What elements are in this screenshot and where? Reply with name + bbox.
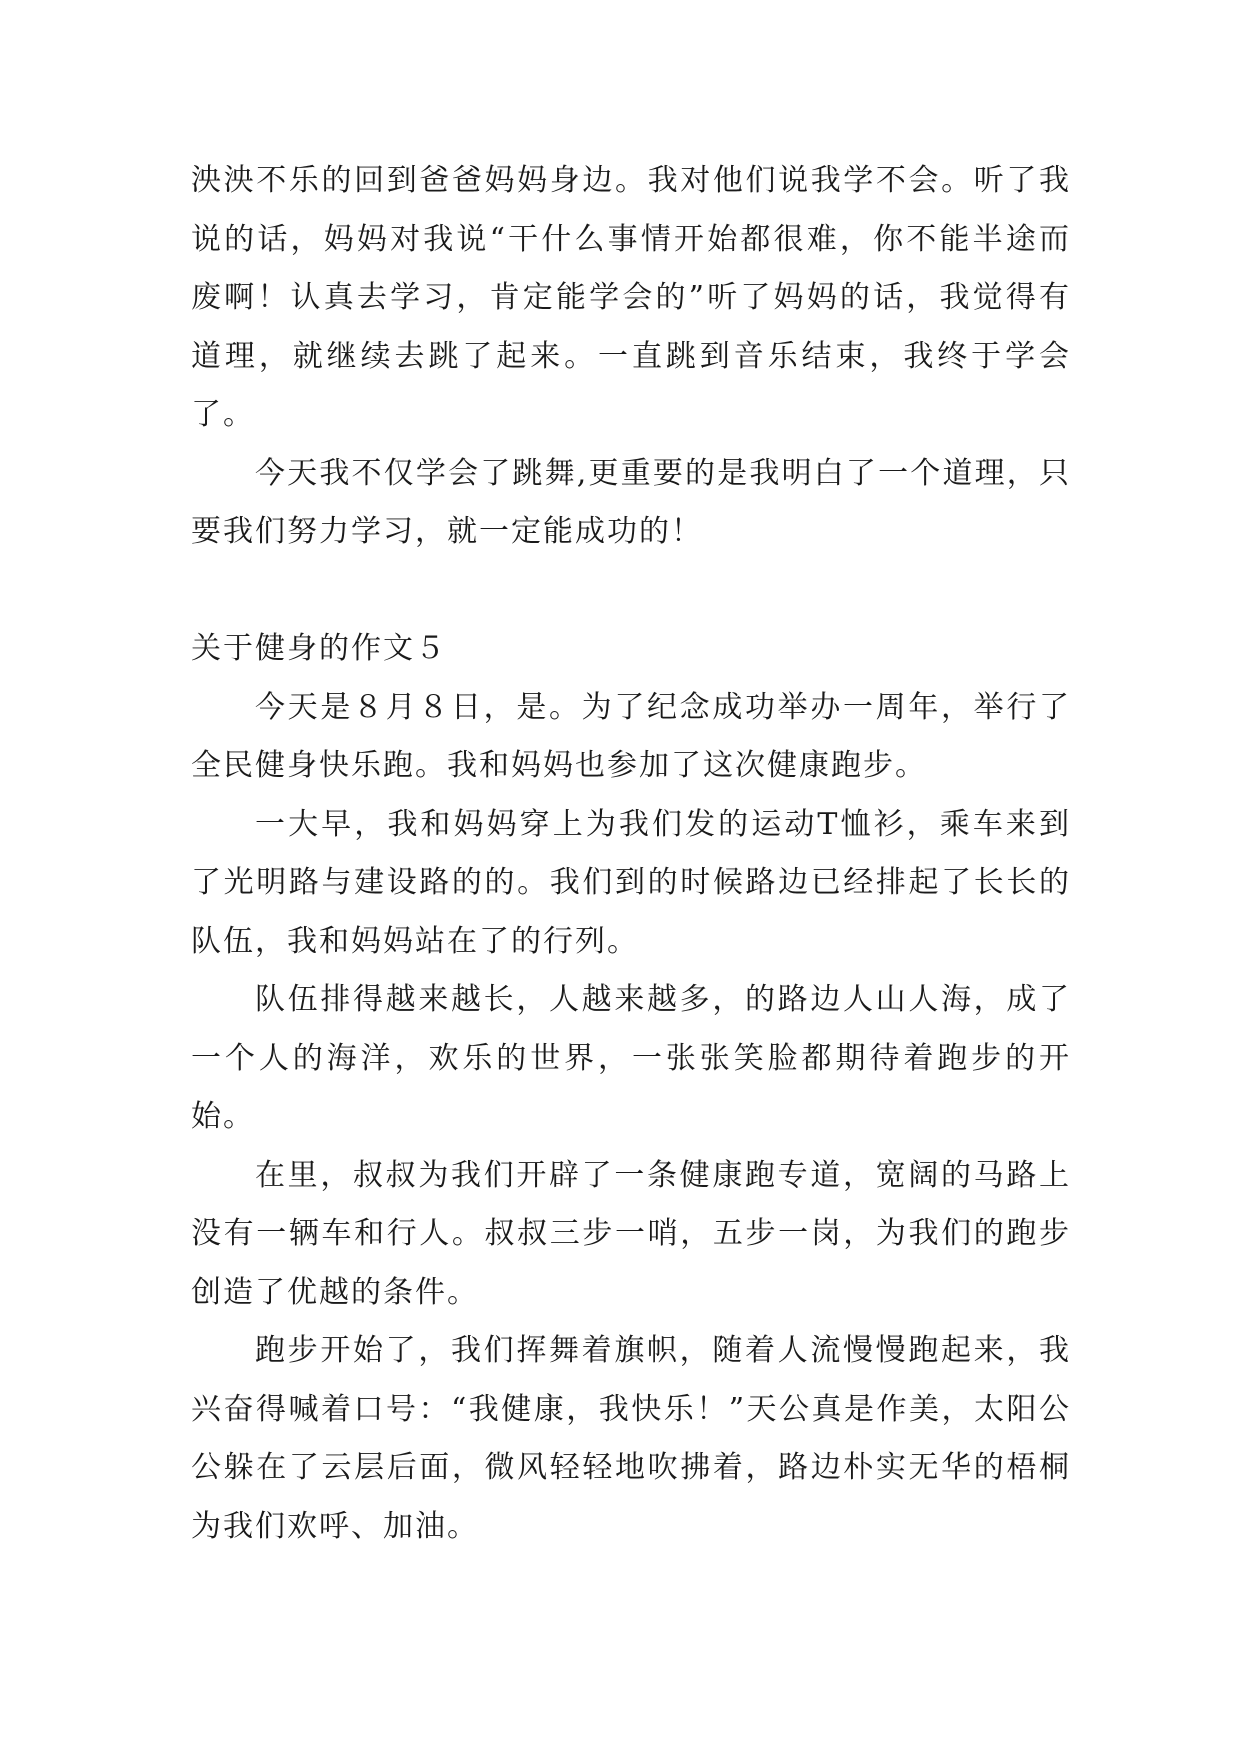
paragraph: 今天是８月８日，是。为了纪念成功举办一周年，举行了全民健身快乐跑。我和妈妈也参加了这次健康跑步。 bbox=[191, 689, 1071, 783]
section-spacer bbox=[191, 562, 1071, 621]
document-body bbox=[191, 152, 1071, 1556]
paragraph: 在里，叔叔为我们开辟了一条健康跑专道，宽阔的马路上没有一辆车和行人。叔叔三步一哨，五步一岗，为我们的跑步创造了优越的条件。 bbox=[191, 1157, 1071, 1310]
paragraph: 跑步开始了，我们挥舞着旗帜，随着人流慢慢跑起来，我兴奋得喊着口号：“我健康，我快乐！”天公真是作美，太阳公公躲在了云层后面，微风轻轻地吹拂着，路边朴实无华的梧桐为我们欢呼、加油。 bbox=[191, 1333, 1071, 1544]
section-title: 关于健身的作文５ bbox=[191, 631, 447, 666]
paragraph-conclusion: 今天我不仅学会了跳舞,更重要的是我明白了一个道理，只要我们努力学习，就一定能成功的！ bbox=[191, 455, 1071, 549]
paragraph: 一大早，我和妈妈穿上为我们发的运动T恤衫，乘车来到了光明路与建设路的的。我们到的时候路边已经排起了长长的队伍，我和妈妈站在了的行列。 bbox=[191, 806, 1071, 959]
paragraph-continuation: 泱泱不乐的回到爸爸妈妈身边。我对他们说我学不会。听了我说的话，妈妈对我说“干什么事情开始都很难，你不能半途而废啊！认真去学习，肯定能学会的”听了妈妈的话，我觉得有道理，就继续去跳了起来。一直跳到音乐结束，我终于学会了。 bbox=[191, 163, 1071, 432]
paragraph: 队伍排得越来越长，人越来越多，的路边人山人海，成了一个人的海洋，欢乐的世界，一张张笑脸都期待着跑步的开始。 bbox=[191, 982, 1071, 1134]
